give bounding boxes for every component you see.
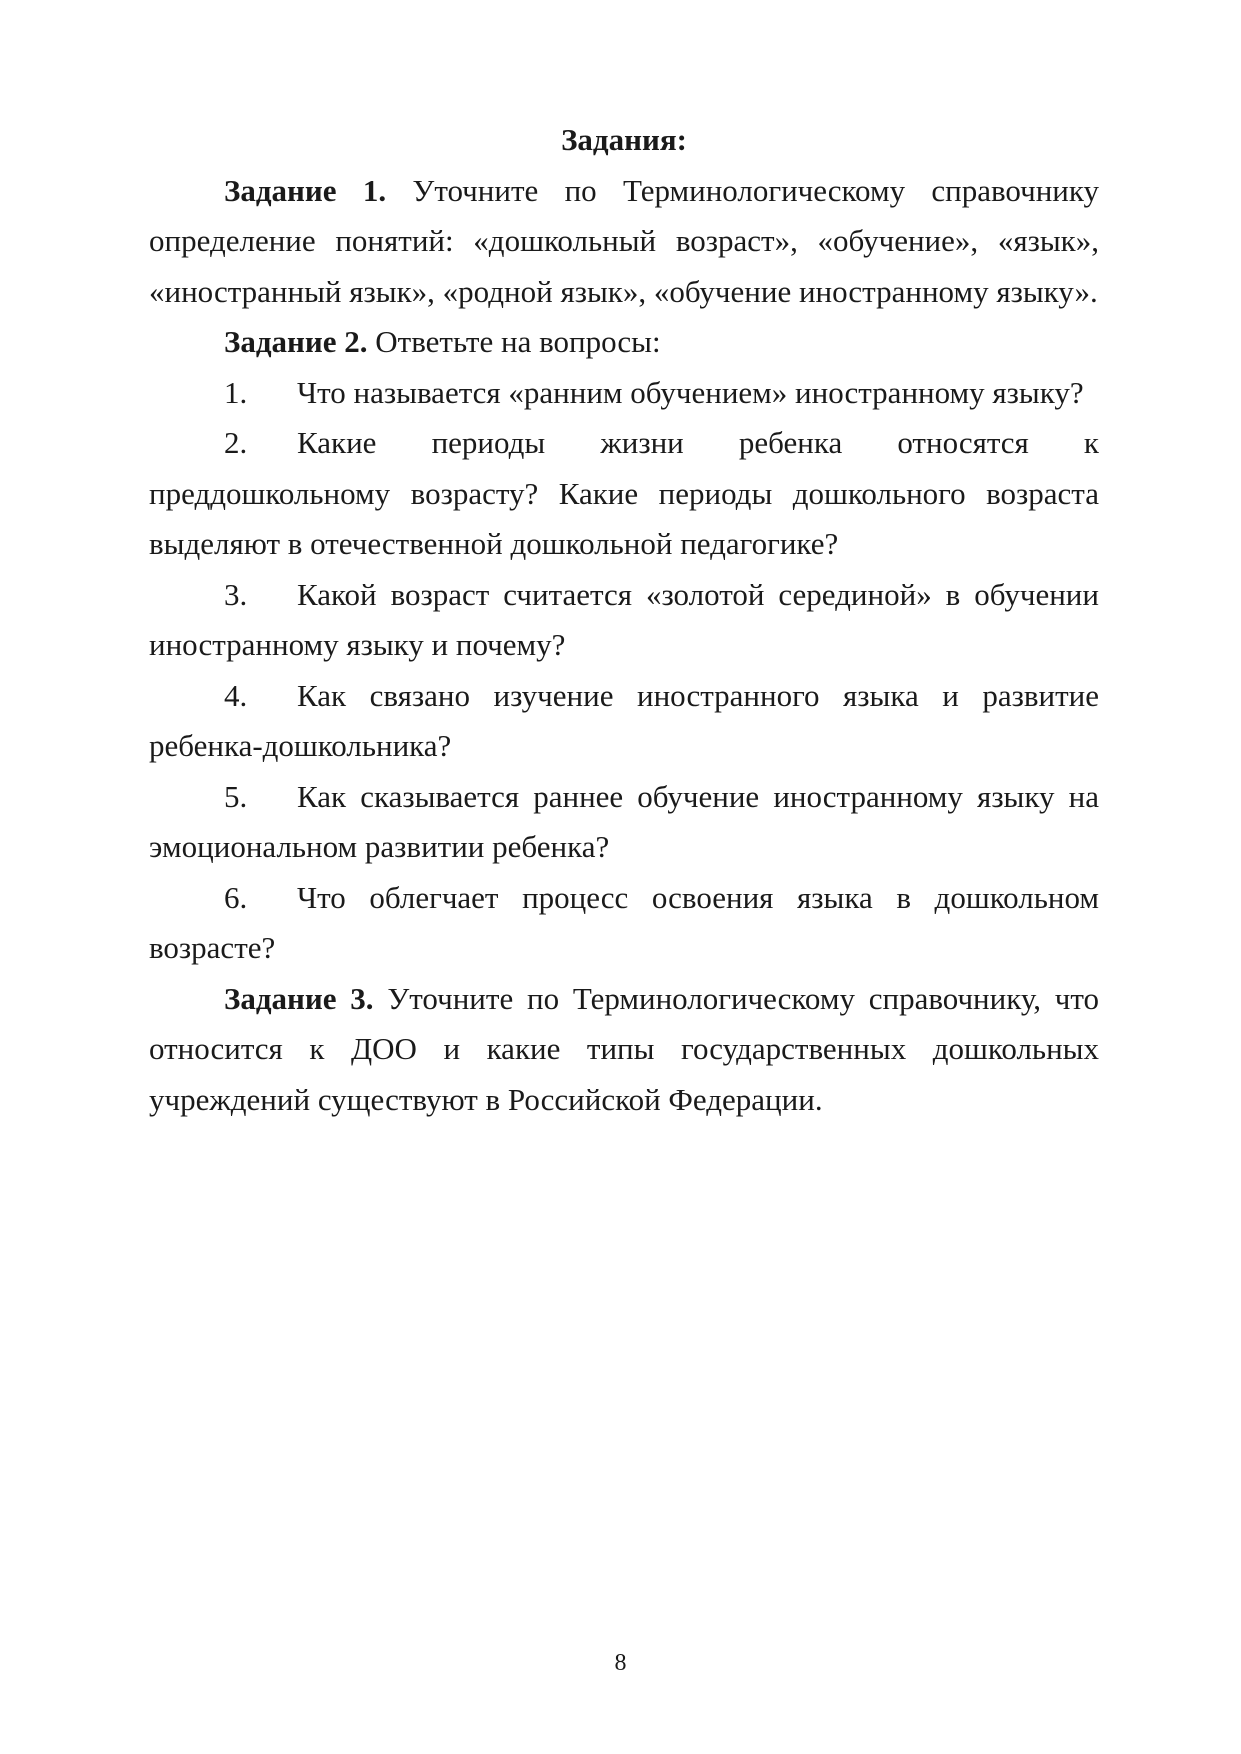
question-number: 4.	[224, 677, 248, 713]
task-3-text: Уточните по Терминологическому справочнику, что относится к ДОО и какие типы государственных дошкольных учреждений существуют в Российской Федерации.	[149, 980, 1099, 1117]
page-heading: Задания:	[561, 122, 687, 157]
question-number: 2.	[224, 425, 248, 460]
task-1-label: Задание 1.	[224, 172, 387, 208]
question-number: 6.	[224, 879, 248, 915]
question-item	[149, 671, 1099, 772]
question-item	[149, 570, 1099, 671]
task-2-label: Задание 2.	[224, 324, 368, 359]
task-3-label: Задание 3.	[224, 980, 374, 1016]
question-item	[149, 368, 1099, 419]
question-item	[149, 418, 1099, 570]
question-text: Как связано изучение иностранного языка и развитие ребенка-дошкольника?	[149, 677, 1099, 763]
question-item	[149, 873, 1099, 974]
question-text: Какие периоды жизни ребенка относятся к преддошкольному возрасту? Какие периоды дошкольного возраста выделяют в отечественной дошкольной педагогике?	[149, 425, 1099, 561]
question-text: Какой возраст считается «золотой серединой» в обучении иностранному языку и почему?	[149, 576, 1099, 662]
question-text: Что облегчает процесс освоения языка в дошкольном возрасте?	[149, 879, 1099, 965]
page-number: 8	[614, 1650, 627, 1676]
page-content	[149, 115, 1099, 1125]
task-2-text: Ответьте на вопросы:	[367, 324, 661, 359]
question-number: 1.	[224, 374, 248, 410]
task-3	[149, 974, 1099, 1126]
question-number: 5.	[224, 778, 248, 814]
question-item	[149, 772, 1099, 873]
question-text: Что называется «ранним обучением» иностранному языку?	[297, 374, 1084, 410]
question-text: Как сказывается раннее обучение иностранному языку на эмоциональном развитии ребенка?	[149, 778, 1099, 864]
task-1-text: Уточните по Терминологическому справочнику определение понятий: «дошкольный возраст», «обучение», «язык», «иностранный язык», «родной язык», «обучение иностранному языку».	[149, 172, 1099, 309]
task-1	[149, 166, 1099, 318]
question-number: 3.	[224, 576, 248, 612]
task-2	[149, 317, 1099, 368]
